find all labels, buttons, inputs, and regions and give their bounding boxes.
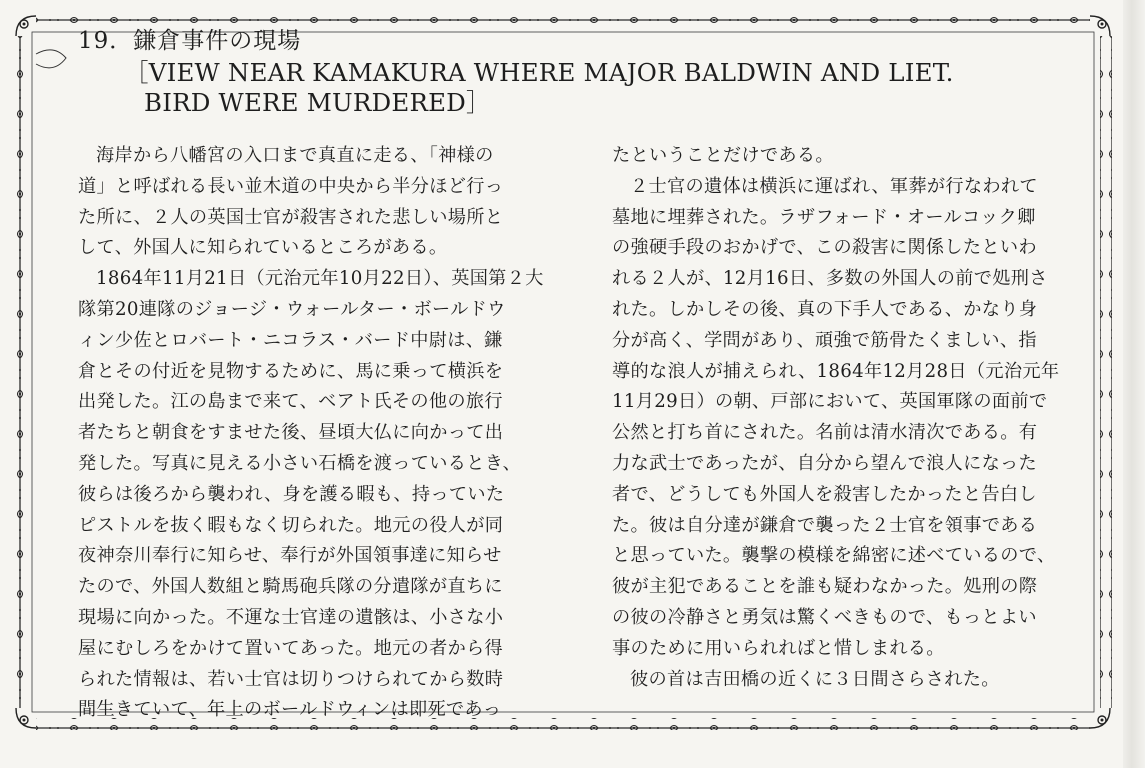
text-line: 1864年11月21日（元治元年10月22日）、英国第２大 [96, 268, 544, 290]
text-line: 墓地に埋葬された。ラザフォード・オールコック卿 [612, 206, 1036, 228]
text-line: 公然と打ち首にされた。名前は清水清次である。有 [612, 422, 1038, 444]
text-line: ィン少佐とロバート・ニコラス・バード中尉は、鎌 [78, 329, 503, 351]
text-line: 道」と呼ばれる長い並木道の中央から半分ほど行っ [78, 175, 504, 197]
text-line: れた。しかしその後、真の下手人である、かなり身 [612, 298, 1038, 320]
text-line: 力な武士であったが、自分から望んで浪人になった [612, 452, 1038, 474]
text-line: た所に、２人の英国士官が殺害された悲しい場所と [78, 206, 504, 228]
left-column [78, 141, 558, 726]
text-line: 発した。写真に見える小さい石橋を渡っているとき、 [78, 452, 521, 474]
subtitle-line: BIRD WERE MURDERED］ [144, 88, 491, 117]
text-line: 11月29日）の朝、戸部において、英国軍隊の面前で [612, 391, 1048, 413]
text-line: 導的な浪人が捕えられ、1864年12月28日（元治元年 [612, 360, 1060, 382]
english-subtitle [124, 58, 954, 118]
subtitle-line: ［VIEW NEAR KAMAKURA WHERE MAJOR BALDWIN AND LIET. [124, 58, 954, 87]
text-line: 現場に向かった。不運な士官達の遺骸は、小さな小 [78, 606, 504, 628]
text-line: の彼の冷静さと勇気は驚くべきもので、もっとよい [612, 606, 1037, 628]
text-line: 海岸から八幡宮の入口まで真直に走る、「神様の [96, 145, 494, 166]
text-line: 倉とその付近を見物するために、馬に乗って横浜を [78, 360, 504, 382]
text-line: ２士官の遺体は横浜に運ばれ、軍葬が行なわれて [630, 175, 1038, 197]
text-line: 分が高く、学問があり、頑強で筋骨たくましい、指 [612, 329, 1037, 351]
page-title: 19．鎌倉事件の現場 [78, 28, 302, 54]
text-line: 夜神奈川奉行に知らせ、奉行が外国領事達に知らせ [78, 545, 502, 567]
text-line: れる２人が、12月16日、多数の外国人の前で処刑さ [612, 268, 1048, 290]
text-line: たということだけである。 [612, 145, 834, 166]
text-line: 者で、どうしても外国人を殺害したかったと告白し [612, 483, 1037, 505]
text-line: 隊第20連隊のジョージ・ウォールター・ボールドウ [78, 298, 506, 320]
text-line: の強硬手段のおかげで、この殺害に関係したといわ [612, 237, 1037, 259]
text-line: たので、外国人数組と騎馬砲兵隊の分遣隊が直ちに [78, 576, 503, 598]
text-line: 彼が主犯であることを誰も疑わなかった。処刑の際 [612, 576, 1038, 598]
text-line: と思っていた。襲撃の模様を綿密に述べているので、 [612, 545, 1056, 567]
text-line: 者たちと朝食をすませた後、昼頃大仏に向かって出 [78, 422, 504, 444]
right-column [612, 141, 1092, 695]
text-line: られた情報は、若い士官は切りつけられてから数時 [78, 668, 504, 690]
text-line: して、外国人に知られているところがある。 [78, 237, 448, 259]
page-edge [1123, 0, 1145, 768]
text-line: 出発した。江の島まで来て、ベアト氏その他の旅行 [78, 391, 503, 413]
text-line: ピストルを抜く暇もなく切られた。地元の役人が同 [78, 514, 504, 536]
text-line: 彼らは後ろから襲われ、身を護る暇も、持っていた [78, 483, 505, 505]
text-line: 屋にむしろをかけて置いてあった。地元の者から得 [78, 637, 504, 659]
text-line: 事のために用いられればと惜しまれる。 [612, 637, 945, 659]
text-line: た。彼は自分達が鎌倉で襲った２士官を領事である [612, 514, 1038, 536]
text-line: 彼の首は吉田橋の近くに３日間さらされた。 [630, 668, 1000, 690]
text-line: 間生きていて、年上のボールドウィンは即死であっ [78, 699, 502, 721]
